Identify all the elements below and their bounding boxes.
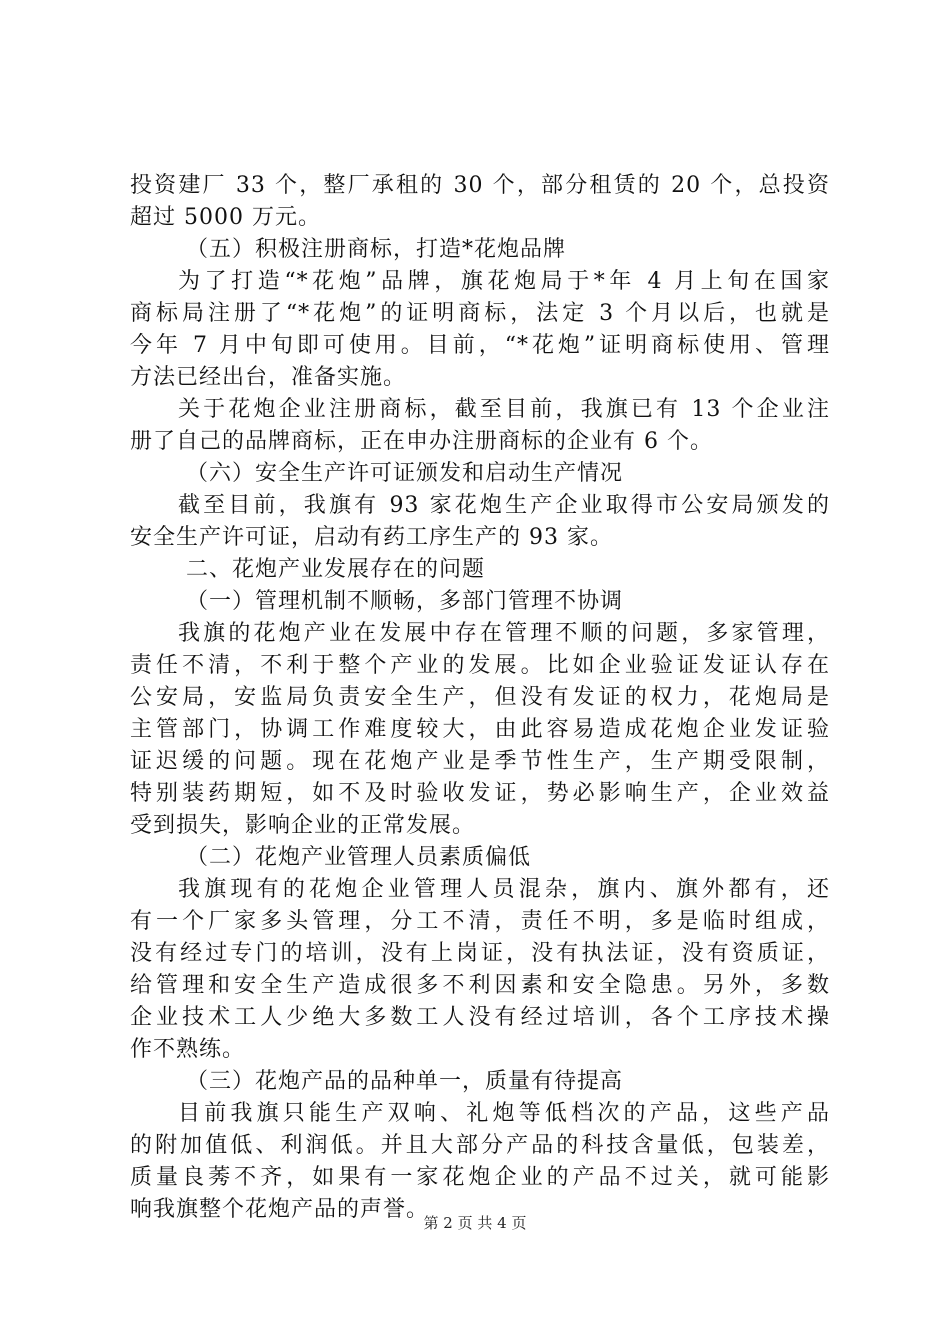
document-body: [130, 170, 830, 1226]
paragraph-line: 作不熟练。: [130, 1037, 246, 1062]
paragraph-line: 我旗的花炮产业在发展中存在管理不顺的问题，多家管理，: [178, 621, 830, 646]
paragraph-line: 超过 5000 万元。: [130, 205, 321, 230]
paragraph-line: 安全生产许可证，启动有药工序生产的 93 家。: [130, 525, 613, 550]
paragraph-line: 为了打造“*花炮”品牌，旗花炮局于*年 4 月上旬在国家: [178, 269, 830, 294]
section-heading-line: 二、花炮产业发展存在的问题: [186, 557, 486, 582]
paragraph-line: 的附加值低、利润低。并且大部分产品的科技含量低，包装差，: [130, 1133, 830, 1158]
section-heading-line: （五）积极注册商标，打造*花炮品牌: [186, 237, 567, 262]
paragraph-line: 有一个厂家多头管理，分工不清，责任不明，多是临时组成，: [130, 909, 830, 934]
paragraph-line: 今年 7 月中旬即可使用。目前，“*花炮”证明商标使用、管理: [130, 333, 830, 358]
section-heading-line: （三）花炮产品的品种单一，质量有待提高: [186, 1069, 624, 1094]
paragraph-line: 投资建厂 33 个，整厂承租的 30 个，部分租赁的 20 个，总投资: [130, 173, 830, 198]
section-heading-line: （六）安全生产许可证颁发和启动生产情况: [186, 461, 624, 486]
paragraph-line: 截至目前，我旗有 93 家花炮生产企业取得市公安局颁发的: [178, 493, 830, 518]
section-heading-line: （一）管理机制不顺畅，多部门管理不协调: [186, 589, 624, 614]
paragraph-line: 主管部门，协调工作难度较大，由此容易造成花炮企业发证验: [130, 717, 830, 742]
paragraph-line: 责任不清，不利于整个产业的发展。比如企业验证发证认存在: [130, 653, 830, 678]
paragraph-line: 没有经过专门的培训，没有上岗证，没有执法证，没有资质证，: [130, 941, 830, 966]
paragraph-line: 公安局，安监局负责安全生产，但没有发证的权力，花炮局是: [130, 685, 830, 710]
paragraph-line: 册了自己的品牌商标，正在申办注册商标的企业有 6 个。: [130, 429, 713, 454]
paragraph-line: 我旗现有的花炮企业管理人员混杂，旗内、旗外都有，还: [178, 877, 830, 902]
paragraph-line: 关于花炮企业注册商标，截至目前，我旗已有 13 个企业注: [178, 397, 830, 422]
paragraph-line: 给管理和安全生产造成很多不利因素和安全隐患。另外，多数: [130, 973, 830, 998]
section-heading-line: （二）花炮产业管理人员素质偏低: [186, 845, 532, 870]
paragraph-line: 企业技术工人少绝大多数工人没有经过培训，各个工序技术操: [130, 1005, 830, 1030]
paragraph-line: 特别装药期短，如不及时验收发证，势必影响生产，企业效益: [130, 781, 830, 806]
paragraph-line: 质量良莠不齐，如果有一家花炮企业的产品不过关，就可能影: [130, 1165, 830, 1190]
paragraph-line: 方法已经出台，准备实施。: [130, 365, 407, 390]
paragraph-line: 商标局注册了“*花炮”的证明商标，法定 3 个月以后，也就是: [130, 301, 830, 326]
paragraph-line: 响我旗整个花炮产品的声誉。: [130, 1197, 430, 1222]
paragraph-line: 受到损失，影响企业的正常发展。: [130, 813, 476, 838]
paragraph-line: 证迟缓的问题。现在花炮产业是季节性生产，生产期受限制，: [130, 749, 830, 774]
paragraph-line: 目前我旗只能生产双响、礼炮等低档次的产品，这些产品: [178, 1101, 830, 1126]
page-footer: 第 2 页 共 4 页: [423, 1214, 527, 1232]
